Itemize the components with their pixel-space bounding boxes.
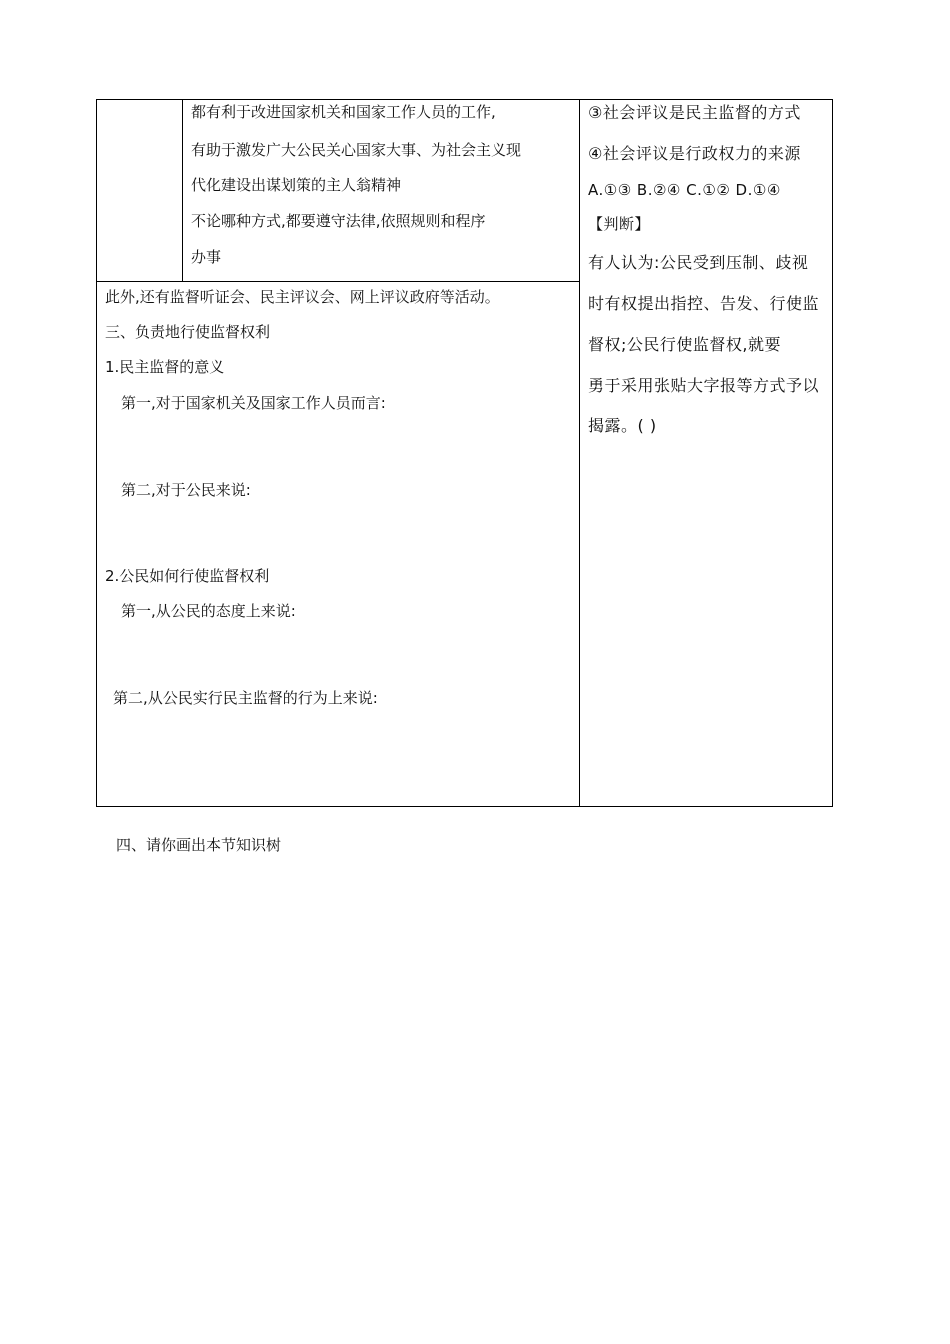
top-cell-line: 有助于激发广大公民关心国家大事、为社会主义现	[191, 141, 522, 159]
right-line: 揭露。( )	[588, 416, 657, 435]
main-line: 第一,从公民的态度上来说:	[121, 602, 296, 620]
row-divider	[96, 281, 580, 282]
main-line: 第二,从公民实行民主监督的行为上来说:	[113, 689, 378, 707]
main-line: 2.公民如何行使监督权利	[105, 567, 270, 585]
right-line: ④社会评议是行政权力的来源	[588, 144, 801, 163]
main-line: 三、负责地行使监督权利	[105, 323, 271, 341]
main-line: 1.民主监督的意义	[105, 358, 225, 376]
top-cell-line: 代化建设出谋划策的主人翁精神	[191, 176, 402, 194]
right-line: A.①③ B.②④ C.①② D.①④	[588, 181, 781, 199]
main-line: 此外,还有监督听证会、民主评议会、网上评议政府等活动。	[105, 288, 500, 306]
section-four-heading: 四、请你画出本节知识树	[116, 836, 282, 854]
column-divider-right	[579, 99, 580, 807]
main-line: 第二,对于公民来说:	[121, 481, 251, 499]
right-line: 有人认为:公民受到压制、歧视	[588, 253, 809, 272]
right-line: ③社会评议是民主监督的方式	[588, 103, 801, 122]
column-divider-left	[182, 99, 183, 282]
right-line: 督权;公民行使监督权,就要	[588, 335, 781, 354]
top-cell-line: 不论哪种方式,都要遵守法律,依照规则和程序	[191, 212, 486, 230]
right-line: 时有权提出指控、告发、行使监	[588, 294, 820, 313]
right-line: 勇于采用张贴大字报等方式予以	[588, 376, 820, 395]
main-line: 第一,对于国家机关及国家工作人员而言:	[121, 394, 386, 412]
top-cell-line: 都有利于改进国家机关和国家工作人员的工作,	[191, 103, 496, 121]
right-line: 【判断】	[588, 215, 651, 233]
top-cell-line: 办事	[191, 248, 222, 266]
